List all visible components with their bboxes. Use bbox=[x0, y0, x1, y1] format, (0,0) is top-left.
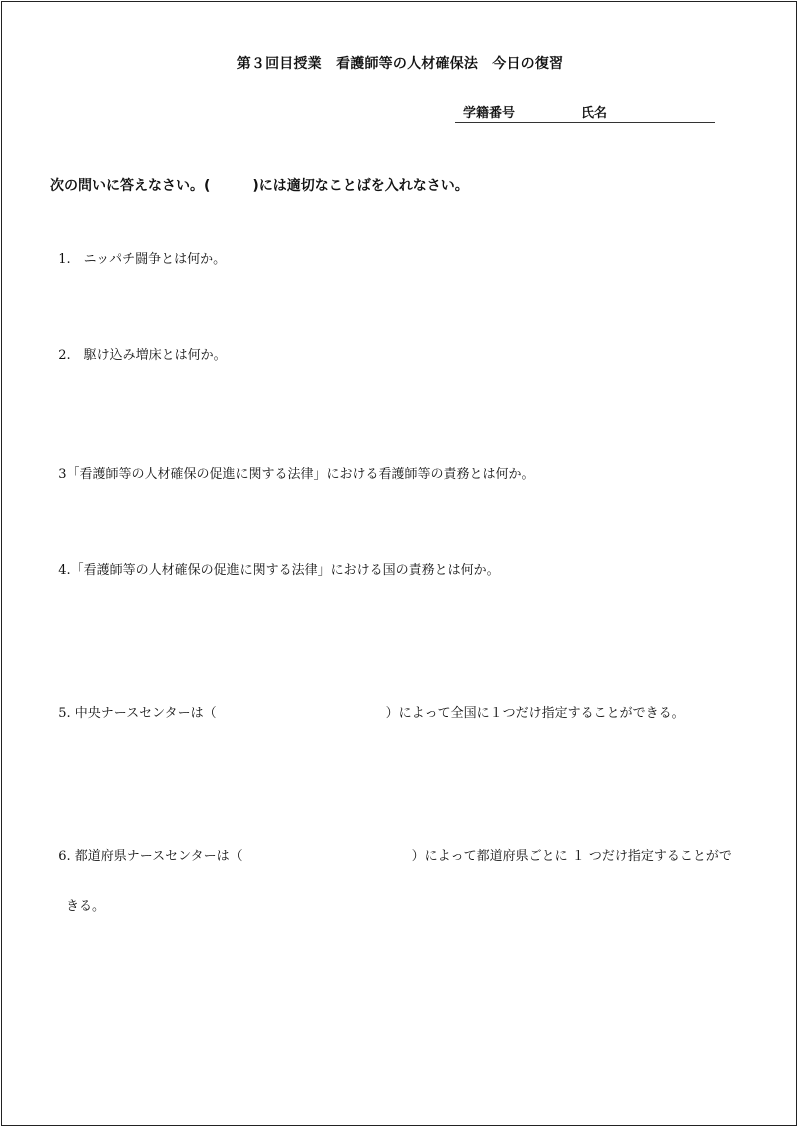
question-3 bbox=[50, 437, 535, 487]
worksheet-title: 第３回目授業 看護師等の人材確保法 今日の復習 bbox=[236, 56, 564, 72]
question-number: 1. bbox=[58, 252, 71, 267]
question-text: 駆け込み増床とは何か。 bbox=[70, 348, 227, 363]
student-info-line bbox=[455, 102, 715, 123]
question-text: 都道府県ナースセンターは（ ）によって都道府県ごとに １ つだけ指定することがで bbox=[70, 849, 732, 864]
question-text: ニッパチ闘争とは何か。 bbox=[70, 252, 227, 267]
student-id-label: 学籍番号 bbox=[463, 106, 516, 121]
question-text: 「看護師等の人材確保の促進に関する法律」における国の責務とは何か。 bbox=[70, 563, 500, 578]
question-5 bbox=[50, 676, 685, 726]
student-name-label: 氏名 bbox=[581, 106, 608, 121]
question-4 bbox=[50, 533, 500, 583]
question-number: 4. bbox=[58, 563, 71, 578]
question-1 bbox=[50, 222, 226, 272]
question-6 bbox=[50, 819, 732, 944]
question-text: 「看護師等の人材確保の促進に関する法律」における看護師等の責務とは何か。 bbox=[66, 467, 535, 482]
question-text: 中央ナースセンターは（ ）によって全国に１つだけ指定することができる。 bbox=[70, 706, 685, 721]
question-2 bbox=[50, 318, 227, 368]
question-number: 2. bbox=[58, 348, 71, 363]
instructions: 次の問いに答えなさい。( )には適切なことばを入れなさい。 bbox=[50, 178, 469, 194]
question-number: 6. bbox=[58, 849, 71, 864]
question-text-continuation: きる。 bbox=[66, 899, 106, 914]
question-number: 3 bbox=[58, 467, 67, 482]
question-number: 5. bbox=[58, 706, 71, 721]
